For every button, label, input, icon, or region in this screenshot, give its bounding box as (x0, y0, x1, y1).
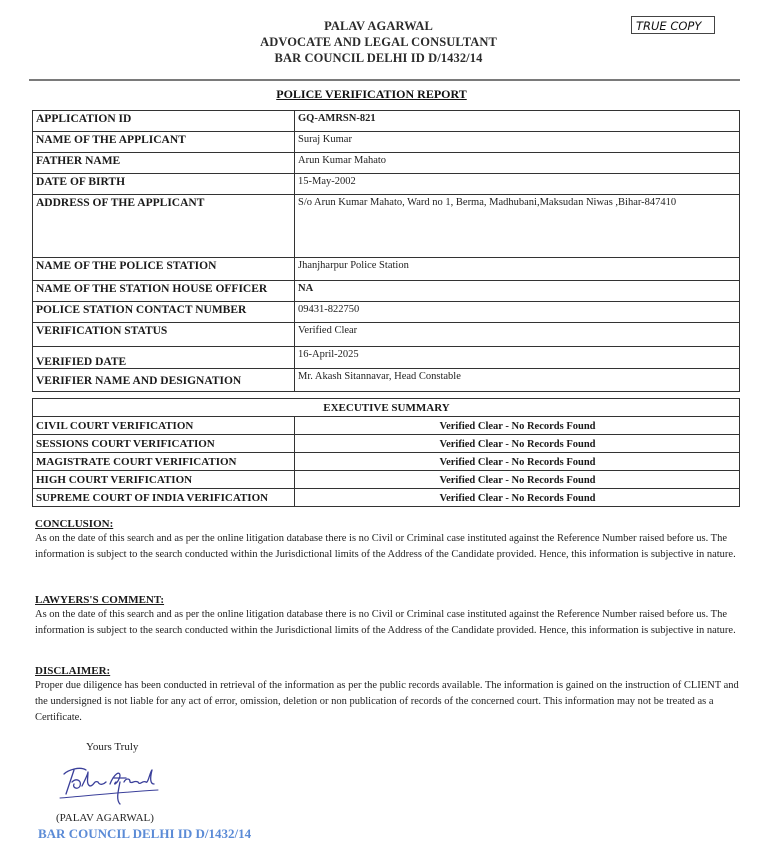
executive-summary-table (32, 398, 740, 507)
advocate-name: PALAV AGARWAL (324, 19, 433, 33)
advocate-designation: ADVOCATE AND LEGAL CONSULTANT (260, 35, 497, 49)
report-title (0, 87, 767, 102)
table-row (33, 417, 740, 435)
summary-title: EXECUTIVE SUMMARY (33, 399, 740, 417)
table-row (33, 174, 740, 195)
conclusion-text: As on the date of this search and as per the online litigation database there is no Civil or Criminal case instituted against the Reference Number raised before us. The information is subject to the search conducted within the Jurisdictional limits of the Address of the Candidate provided. Hence, this information is subjective in nature. (35, 533, 736, 560)
disclaimer-text: Proper due diligence has been conducted in retrieval of the information as per the public records available. The information is gained on the instruction of CLIENT and the undersigned is not liable for any act of error, omission, deletion or non publication of records of the concerned court. This information may not be treated as a Certificate. (35, 680, 739, 723)
detail-label: FATHER NAME (33, 153, 295, 174)
detail-label: NAME OF THE STATION HOUSE OFFICER (33, 281, 295, 302)
table-row (33, 347, 740, 369)
signatory-bar-id: BAR COUNCIL DELHI ID D/1432/14 (38, 826, 252, 841)
table-row (33, 435, 740, 453)
detail-value: Verified Clear (295, 323, 740, 347)
detail-value: Jhanjharpur Police Station (295, 258, 740, 281)
table-row (33, 281, 740, 302)
conclusion-section (35, 517, 741, 563)
report-title-text: POLICE VERIFICATION REPORT (276, 87, 467, 101)
lawyers-comment-heading: LAWYERS'S COMMENT: (35, 594, 165, 606)
table-row (33, 195, 740, 258)
summary-value: Verified Clear - No Records Found (295, 471, 740, 489)
advocate-bar-id: BAR COUNCIL DELHI ID D/1432/14 (274, 51, 483, 65)
signature-image (54, 760, 169, 810)
table-row (33, 453, 740, 471)
signatory-name: (PALAV AGARWAL) (56, 812, 154, 824)
detail-label: VERIFICATION STATUS (33, 323, 295, 347)
header-divider (29, 79, 740, 81)
disclaimer-heading: DISCLAIMER: (35, 665, 111, 677)
detail-label: DATE OF BIRTH (33, 174, 295, 195)
table-row (33, 369, 740, 392)
summary-value: Verified Clear - No Records Found (295, 435, 740, 453)
detail-value: Mr. Akash Sitannavar, Head Constable (295, 369, 740, 392)
summary-label: MAGISTRATE COURT VERIFICATION (33, 453, 295, 471)
detail-value: 09431-822750 (295, 302, 740, 323)
detail-value: Suraj Kumar (295, 132, 740, 153)
summary-label: SUPREME COURT OF INDIA VERIFICATION (33, 489, 295, 507)
true-copy-stamp: TRUE COPY (631, 16, 715, 34)
summary-label: SESSIONS COURT VERIFICATION (33, 435, 295, 453)
table-row (33, 489, 740, 507)
detail-label: VERIFIED DATE (33, 347, 295, 369)
summary-label: CIVIL COURT VERIFICATION (33, 417, 295, 435)
closing-text: Yours Truly (86, 741, 139, 753)
detail-label: VERIFIER NAME AND DESIGNATION (33, 369, 295, 392)
detail-label: NAME OF THE POLICE STATION (33, 258, 295, 281)
table-row (33, 111, 740, 132)
detail-label: ADDRESS OF THE APPLICANT (33, 195, 295, 258)
table-row (33, 323, 740, 347)
lawyers-comment-section (35, 593, 741, 639)
conclusion-heading: CONCLUSION: (35, 518, 114, 530)
detail-value: GQ-AMRSN-821 (295, 111, 740, 132)
detail-value: S/o Arun Kumar Mahato, Ward no 1, Berma, Madhubani,Maksudan Niwas ,Bihar-847410 (295, 195, 740, 258)
table-row (33, 132, 740, 153)
disclaimer-section (35, 664, 741, 726)
summary-value: Verified Clear - No Records Found (295, 489, 740, 507)
detail-label: NAME OF THE APPLICANT (33, 132, 295, 153)
lawyers-comment-text: As on the date of this search and as per the online litigation database there is no Civil or Criminal case instituted against the Reference Number raised before us. The information is subject to the search conducted within the Jurisdictional limits of the Address of the Candidate provided. Hence, this information is subjective in nature. (35, 609, 736, 636)
detail-value: 16-April-2025 (295, 347, 740, 369)
detail-label: APPLICATION ID (33, 111, 295, 132)
summary-header-row (33, 399, 740, 417)
detail-value: 15-May-2002 (295, 174, 740, 195)
summary-value: Verified Clear - No Records Found (295, 453, 740, 471)
detail-value: NA (295, 281, 740, 302)
table-row (33, 153, 740, 174)
summary-label: HIGH COURT VERIFICATION (33, 471, 295, 489)
summary-value: Verified Clear - No Records Found (295, 417, 740, 435)
table-row (33, 258, 740, 281)
detail-value: Arun Kumar Mahato (295, 153, 740, 174)
table-row (33, 302, 740, 323)
detail-label: POLICE STATION CONTACT NUMBER (33, 302, 295, 323)
table-row (33, 471, 740, 489)
details-table (32, 110, 740, 392)
